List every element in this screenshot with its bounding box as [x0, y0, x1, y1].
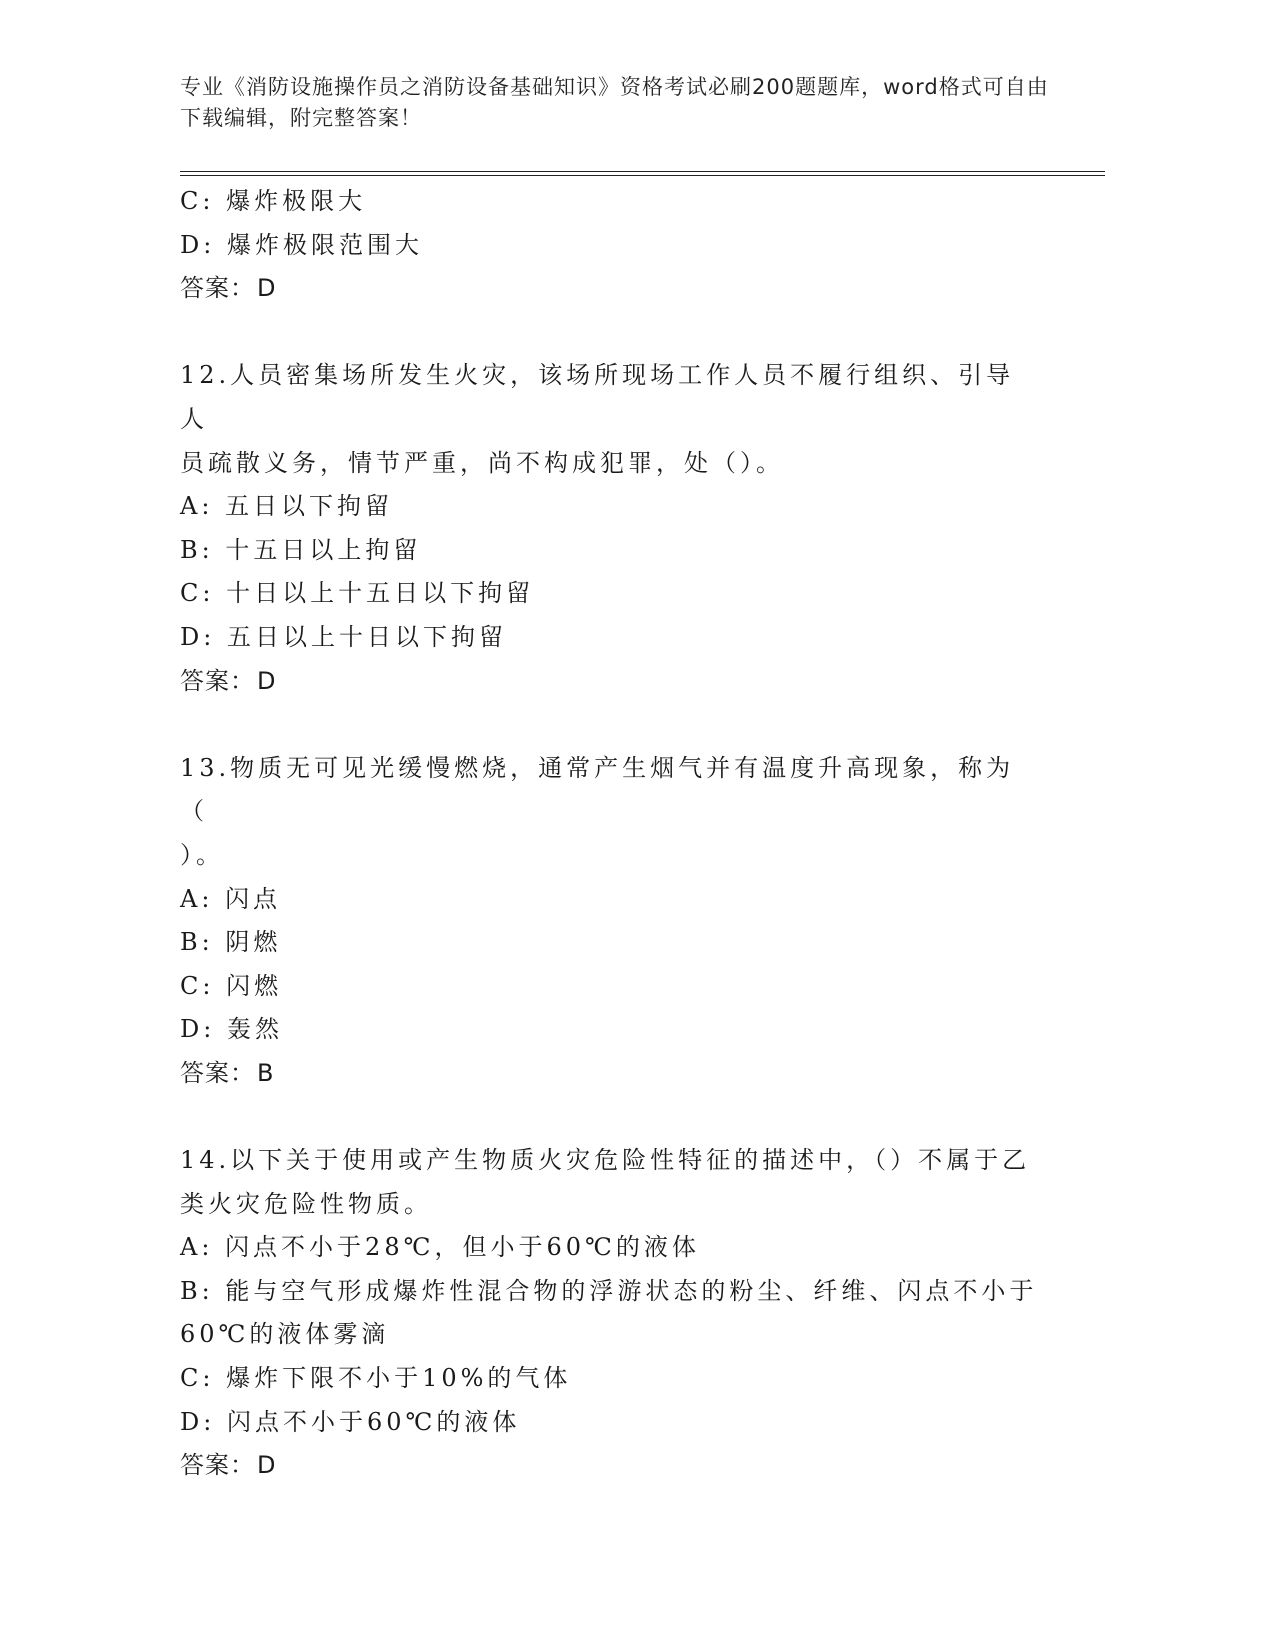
- question-12: [180, 354, 1040, 703]
- option-letter: A:: [180, 492, 214, 521]
- option-b-continuation: [180, 1313, 1040, 1357]
- answer-line: [180, 267, 1040, 311]
- option-letter: D:: [180, 1015, 216, 1044]
- question-stem-line-1: 14.以下关于使用或产生物质火灾危险性特征的描述中，（）不属于乙: [180, 1146, 1031, 1175]
- option-text: 爆炸下限不小于10%的气体: [226, 1364, 572, 1393]
- answer-line: [180, 1444, 1040, 1488]
- question-14: [180, 1139, 1040, 1488]
- question-stem-line-1: 13.物质无可见光缓慢燃烧，通常产生烟气并有温度升高现象，称为（: [180, 753, 1015, 826]
- option-text: 闪点: [225, 884, 282, 913]
- option-d: [180, 224, 1040, 268]
- option-text: 爆炸极限范围大: [226, 230, 423, 259]
- answer-label: 答案：: [180, 666, 255, 695]
- option-a: [180, 485, 1040, 529]
- option-b: [180, 921, 1040, 965]
- option-text: 十日以上十五日以下拘留: [226, 579, 535, 608]
- question-stem-line-2: 类火灾危险性物质。: [180, 1189, 432, 1218]
- option-letter: C:: [180, 187, 215, 215]
- question-11-continued: [180, 180, 1040, 311]
- answer-label: 答案：: [180, 274, 255, 303]
- question-stem-line-2: 员疏散义务，情节严重，尚不构成犯罪，处（）。: [180, 448, 784, 477]
- option-text: 十五日以上拘留: [225, 535, 422, 564]
- option-letter: D:: [180, 1407, 216, 1436]
- answer-line: [180, 660, 1040, 704]
- option-text: 五日以下拘留: [225, 492, 394, 521]
- answer-label: 答案：: [180, 1058, 255, 1087]
- option-letter: D:: [180, 230, 216, 259]
- question-stem-line-2: ）。: [180, 840, 224, 869]
- option-b: [180, 529, 1040, 573]
- option-letter: C:: [180, 1364, 215, 1393]
- option-letter: B:: [180, 928, 214, 957]
- option-text: 能与空气形成爆炸性混合物的浮游状态的粉尘、纤维、闪点不小于: [225, 1276, 1038, 1305]
- answer-value: B: [257, 1058, 275, 1087]
- answer-value: D: [257, 274, 277, 303]
- option-text: 阴燃: [225, 928, 282, 957]
- option-text: 轰然: [226, 1015, 283, 1044]
- option-text: 闪点不小于28℃，但小于60℃的液体: [225, 1233, 700, 1262]
- answer-value: D: [257, 666, 277, 695]
- option-text: 60℃的液体雾滴: [180, 1320, 390, 1349]
- option-c: [180, 965, 1040, 1009]
- option-letter: C:: [180, 971, 215, 1000]
- option-letter: D:: [180, 622, 216, 651]
- option-c: [180, 180, 1040, 224]
- question-13: [180, 747, 1040, 1096]
- answer-value: D: [257, 1451, 277, 1480]
- option-letter: A:: [180, 1233, 214, 1262]
- option-a: [180, 878, 1040, 922]
- option-letter: A:: [180, 884, 214, 913]
- option-a: [180, 1226, 1040, 1270]
- option-letter: C:: [180, 579, 215, 608]
- option-text: 闪点不小于60℃的液体: [226, 1407, 521, 1436]
- option-d: [180, 1401, 1040, 1445]
- option-letter: B:: [180, 1276, 214, 1305]
- option-text: 五日以上十日以下拘留: [226, 622, 507, 651]
- header-divider-bottom: [180, 175, 1105, 176]
- option-text: 爆炸极限大: [226, 187, 367, 215]
- document-header: 专业《消防设施操作员之消防设备基础知识》资格考试必刷200题题库，word格式可自由下载编辑，附完整答案！: [180, 75, 1049, 130]
- option-d: [180, 616, 1040, 660]
- option-c: [180, 572, 1040, 616]
- question-stem-line-1: 12.人员密集场所发生火灾，该场所现场工作人员不履行组织、引导人: [180, 361, 1015, 433]
- option-d: [180, 1008, 1040, 1052]
- option-text: 闪燃: [226, 971, 283, 1000]
- header-divider-top: [180, 171, 1105, 172]
- option-c: [180, 1357, 1040, 1401]
- question-content: [180, 180, 1040, 1488]
- answer-line: [180, 1052, 1040, 1096]
- option-letter: B:: [180, 535, 214, 564]
- answer-label: 答案：: [180, 1451, 255, 1480]
- option-b: [180, 1270, 1040, 1314]
